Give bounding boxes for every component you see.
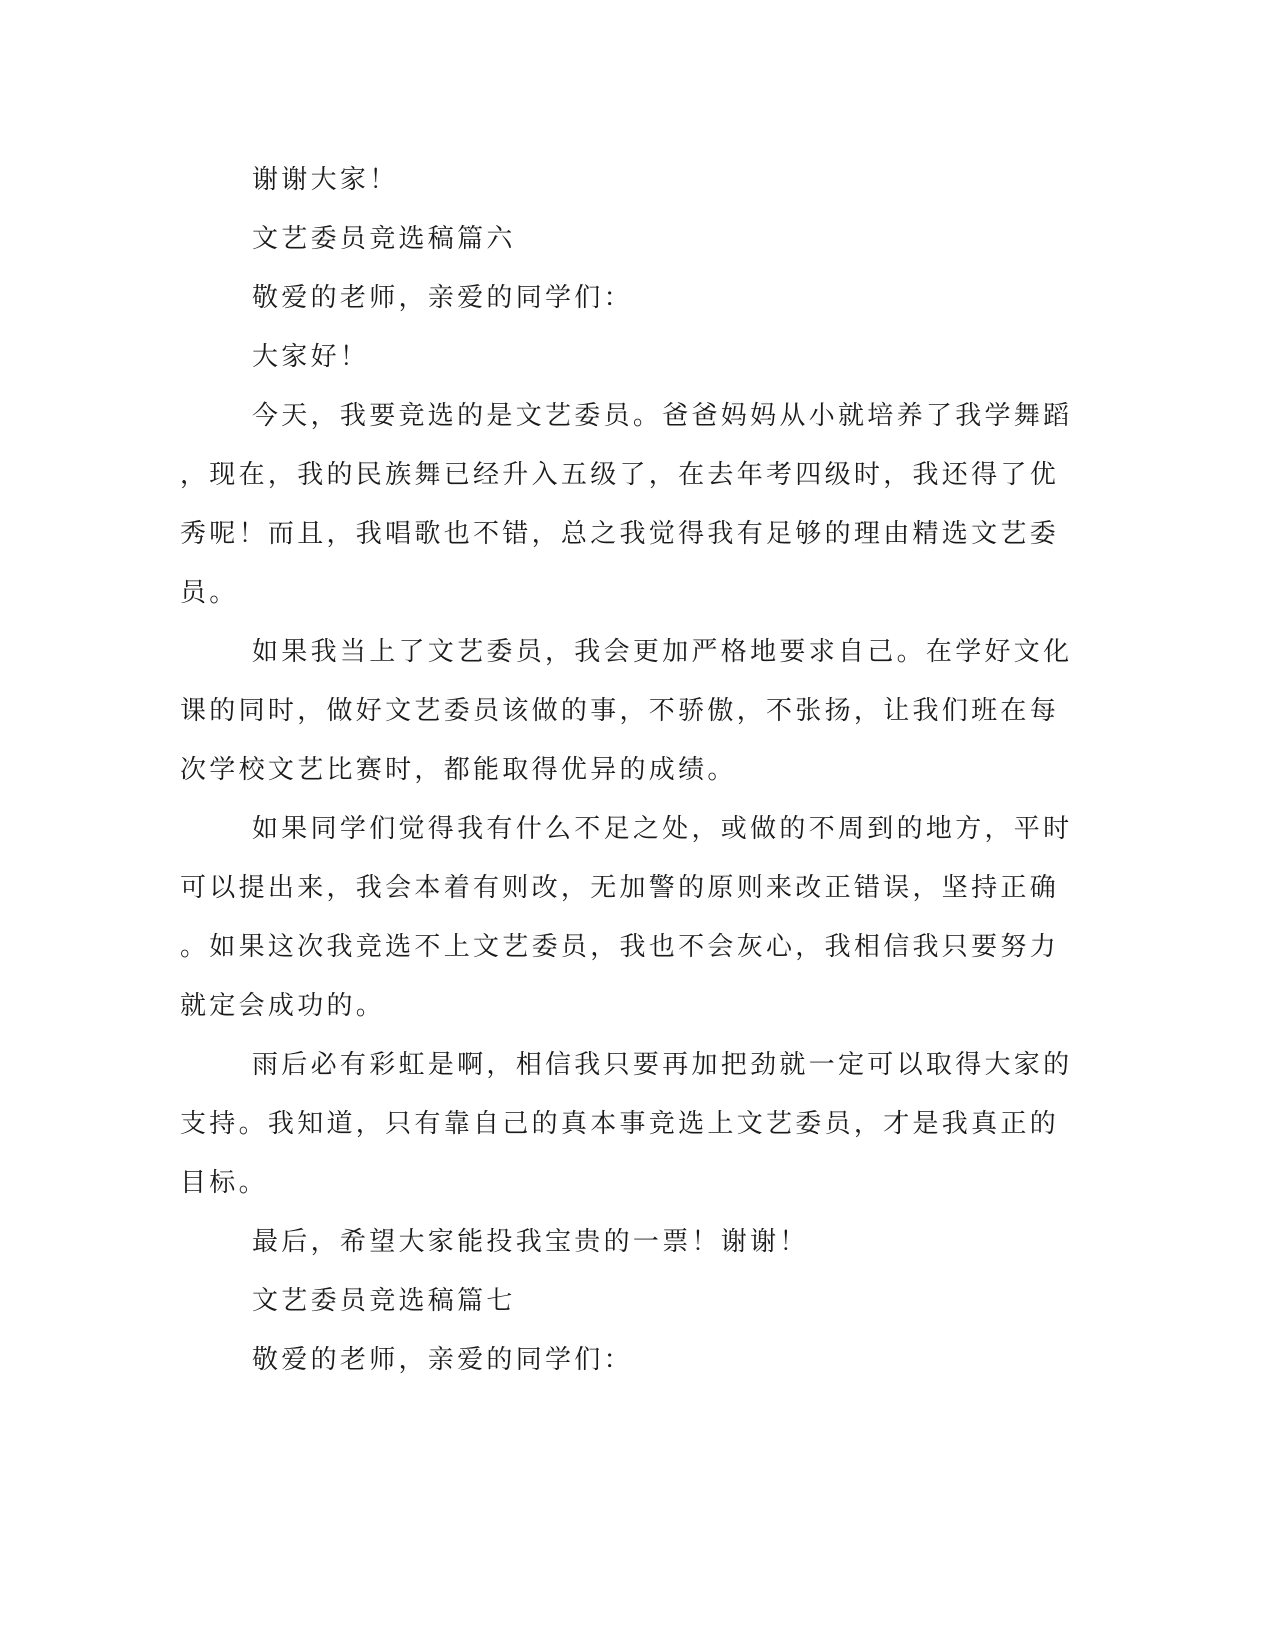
paragraph-line: 。如果这次我竞选不上文艺委员，我也不会灰心，我相信我只要努力 [180, 932, 1060, 962]
paragraph-line: 如果同学们觉得我有什么不足之处，或做的不周到的地方，平时 [252, 814, 1073, 844]
salutation: 敬爱的老师，亲爱的同学们： [252, 283, 633, 313]
paragraph-line: 如果我当上了文艺委员，我会更加严格地要求自己。在学好文化 [252, 637, 1073, 667]
salutation: 敬爱的老师，亲爱的同学们： [252, 1345, 633, 1375]
paragraph-line: 就定会成功的。 [180, 991, 386, 1021]
paragraph-line: 课的同时，做好文艺委员该做的事，不骄傲，不张扬，让我们班在每 [180, 696, 1060, 726]
paragraph-line: 雨后必有彩虹是啊，相信我只要再加把劲就一定可以取得大家的 [252, 1050, 1073, 1080]
paragraph-line: 可以提出来，我会本着有则改，无加警的原则来改正错误，坚持正确 [180, 873, 1060, 903]
paragraph-line: 最后，希望大家能投我宝贵的一票！谢谢！ [252, 1227, 809, 1257]
closing-thanks: 谢谢大家！ [252, 165, 399, 195]
greeting: 大家好！ [252, 342, 370, 372]
paragraph-line: 秀呢！而且，我唱歌也不错，总之我觉得我有足够的理由精选文艺委 [180, 519, 1060, 549]
section-heading-6: 文艺委员竞选稿篇六 [252, 224, 516, 254]
paragraph-line: 次学校文艺比赛时，都能取得优异的成绩。 [180, 755, 737, 785]
paragraph-line: 目标。 [180, 1168, 268, 1198]
paragraph-line: 今天，我要竞选的是文艺委员。爸爸妈妈从小就培养了我学舞蹈 [252, 401, 1073, 431]
paragraph-line: 支持。我知道，只有靠自己的真本事竞选上文艺委员，才是我真正的 [180, 1109, 1060, 1139]
paragraph-line: ，现在，我的民族舞已经升入五级了，在去年考四级时，我还得了优 [180, 460, 1060, 490]
section-heading-7: 文艺委员竞选稿篇七 [252, 1286, 516, 1316]
paragraph-line: 员。 [180, 578, 239, 608]
